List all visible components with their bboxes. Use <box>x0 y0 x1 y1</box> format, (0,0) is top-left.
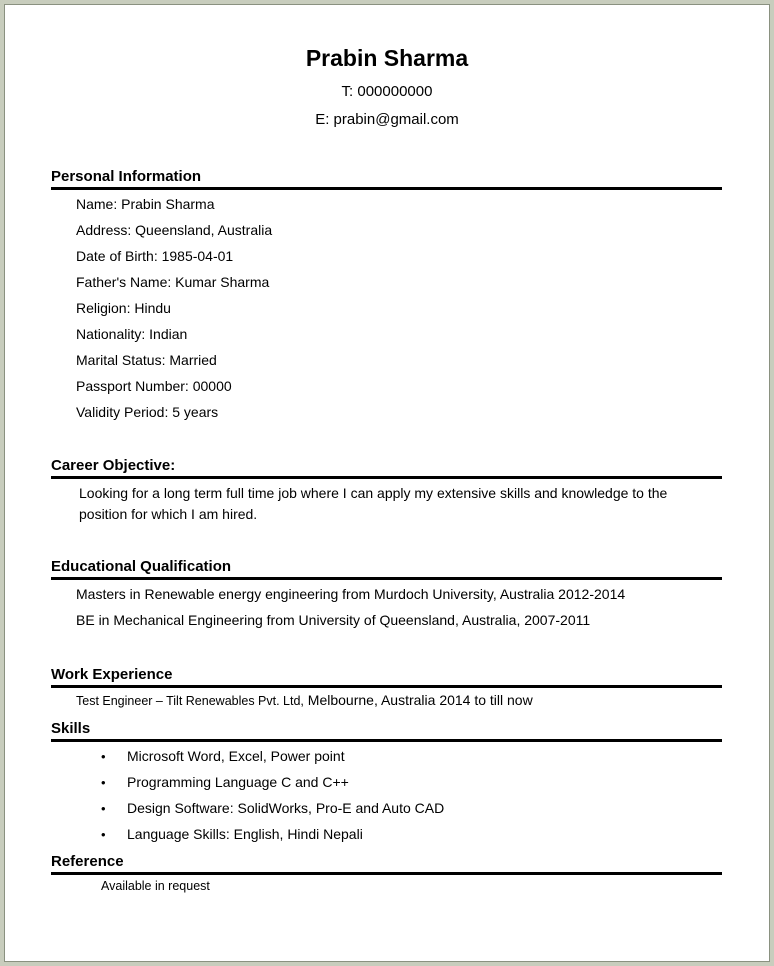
personal-info-item: Religion: Hindu <box>76 300 171 316</box>
reference-text: Available in request <box>101 879 210 893</box>
personal-info-item: Passport Number: 00000 <box>76 378 232 394</box>
personal-info-item: Marital Status: Married <box>76 352 217 368</box>
section-skills <box>51 720 722 742</box>
skill-item <box>101 821 444 847</box>
section-heading: Reference <box>51 853 124 870</box>
section-reference <box>51 853 722 875</box>
skill-item <box>101 769 444 795</box>
section-career-objective <box>51 457 722 479</box>
section-heading: Educational Qualification <box>51 558 232 575</box>
personal-info-item: Name: Prabin Sharma <box>76 196 215 212</box>
skill-item <box>101 743 444 769</box>
skill-text: Design Software: SolidWorks, Pro-E and Auto CAD <box>127 800 445 816</box>
personal-info-item: Address: Queensland, Australia <box>76 222 273 238</box>
section-rule <box>51 739 722 742</box>
education-item: BE in Mechanical Engineering from University of Queensland, Australia, 2007-2011 <box>76 612 591 628</box>
email-line: E: prabin@gmail.com <box>315 111 459 128</box>
section-rule <box>51 476 722 479</box>
bullet-icon: • <box>101 801 106 816</box>
skill-text: Language Skills: English, Hindi Nepali <box>127 826 363 842</box>
section-heading: Personal Information <box>51 168 202 185</box>
section-rule <box>51 685 722 688</box>
education-item: Masters in Renewable energy engineering from Murdoch University, Australia 2012-2014 <box>76 586 626 602</box>
skill-text: Programming Language C and C++ <box>127 774 349 790</box>
section-heading: Career Objective: <box>51 457 176 474</box>
section-rule <box>51 187 722 190</box>
skills-list <box>101 743 444 847</box>
candidate-name: Prabin Sharma <box>305 45 469 71</box>
skill-text: Microsoft Word, Excel, Power point <box>127 748 345 764</box>
section-work-experience <box>51 666 722 688</box>
work-role: Test Engineer – Tilt Renewables Pvt. Ltd, <box>76 694 304 708</box>
career-objective-text: Looking for a long term full time job where I can apply my extensive skills and knowledge to the position for which I am hired. <box>79 485 668 522</box>
section-heading: Work Experience <box>51 666 173 683</box>
section-heading: Skills <box>51 720 91 737</box>
personal-info-item: Father's Name: Kumar Sharma <box>76 274 270 290</box>
personal-info-item: Date of Birth: 1985-04-01 <box>76 248 234 264</box>
education-list <box>76 581 625 633</box>
skill-item <box>101 795 444 821</box>
section-rule <box>51 577 722 580</box>
section-rule <box>51 872 722 875</box>
personal-info-list <box>76 191 272 425</box>
work-experience-entry <box>76 692 533 708</box>
section-educational-qualification <box>51 558 722 580</box>
bullet-icon: • <box>101 749 106 764</box>
section-personal-information <box>51 168 722 190</box>
bullet-icon: • <box>101 827 106 842</box>
work-detail: Melbourne, Australia 2014 to till now <box>303 692 533 708</box>
bullet-icon: • <box>101 775 106 790</box>
personal-info-item: Validity Period: 5 years <box>76 404 219 420</box>
phone-line: T: 000000000 <box>341 83 433 100</box>
personal-info-item: Nationality: Indian <box>76 326 188 342</box>
